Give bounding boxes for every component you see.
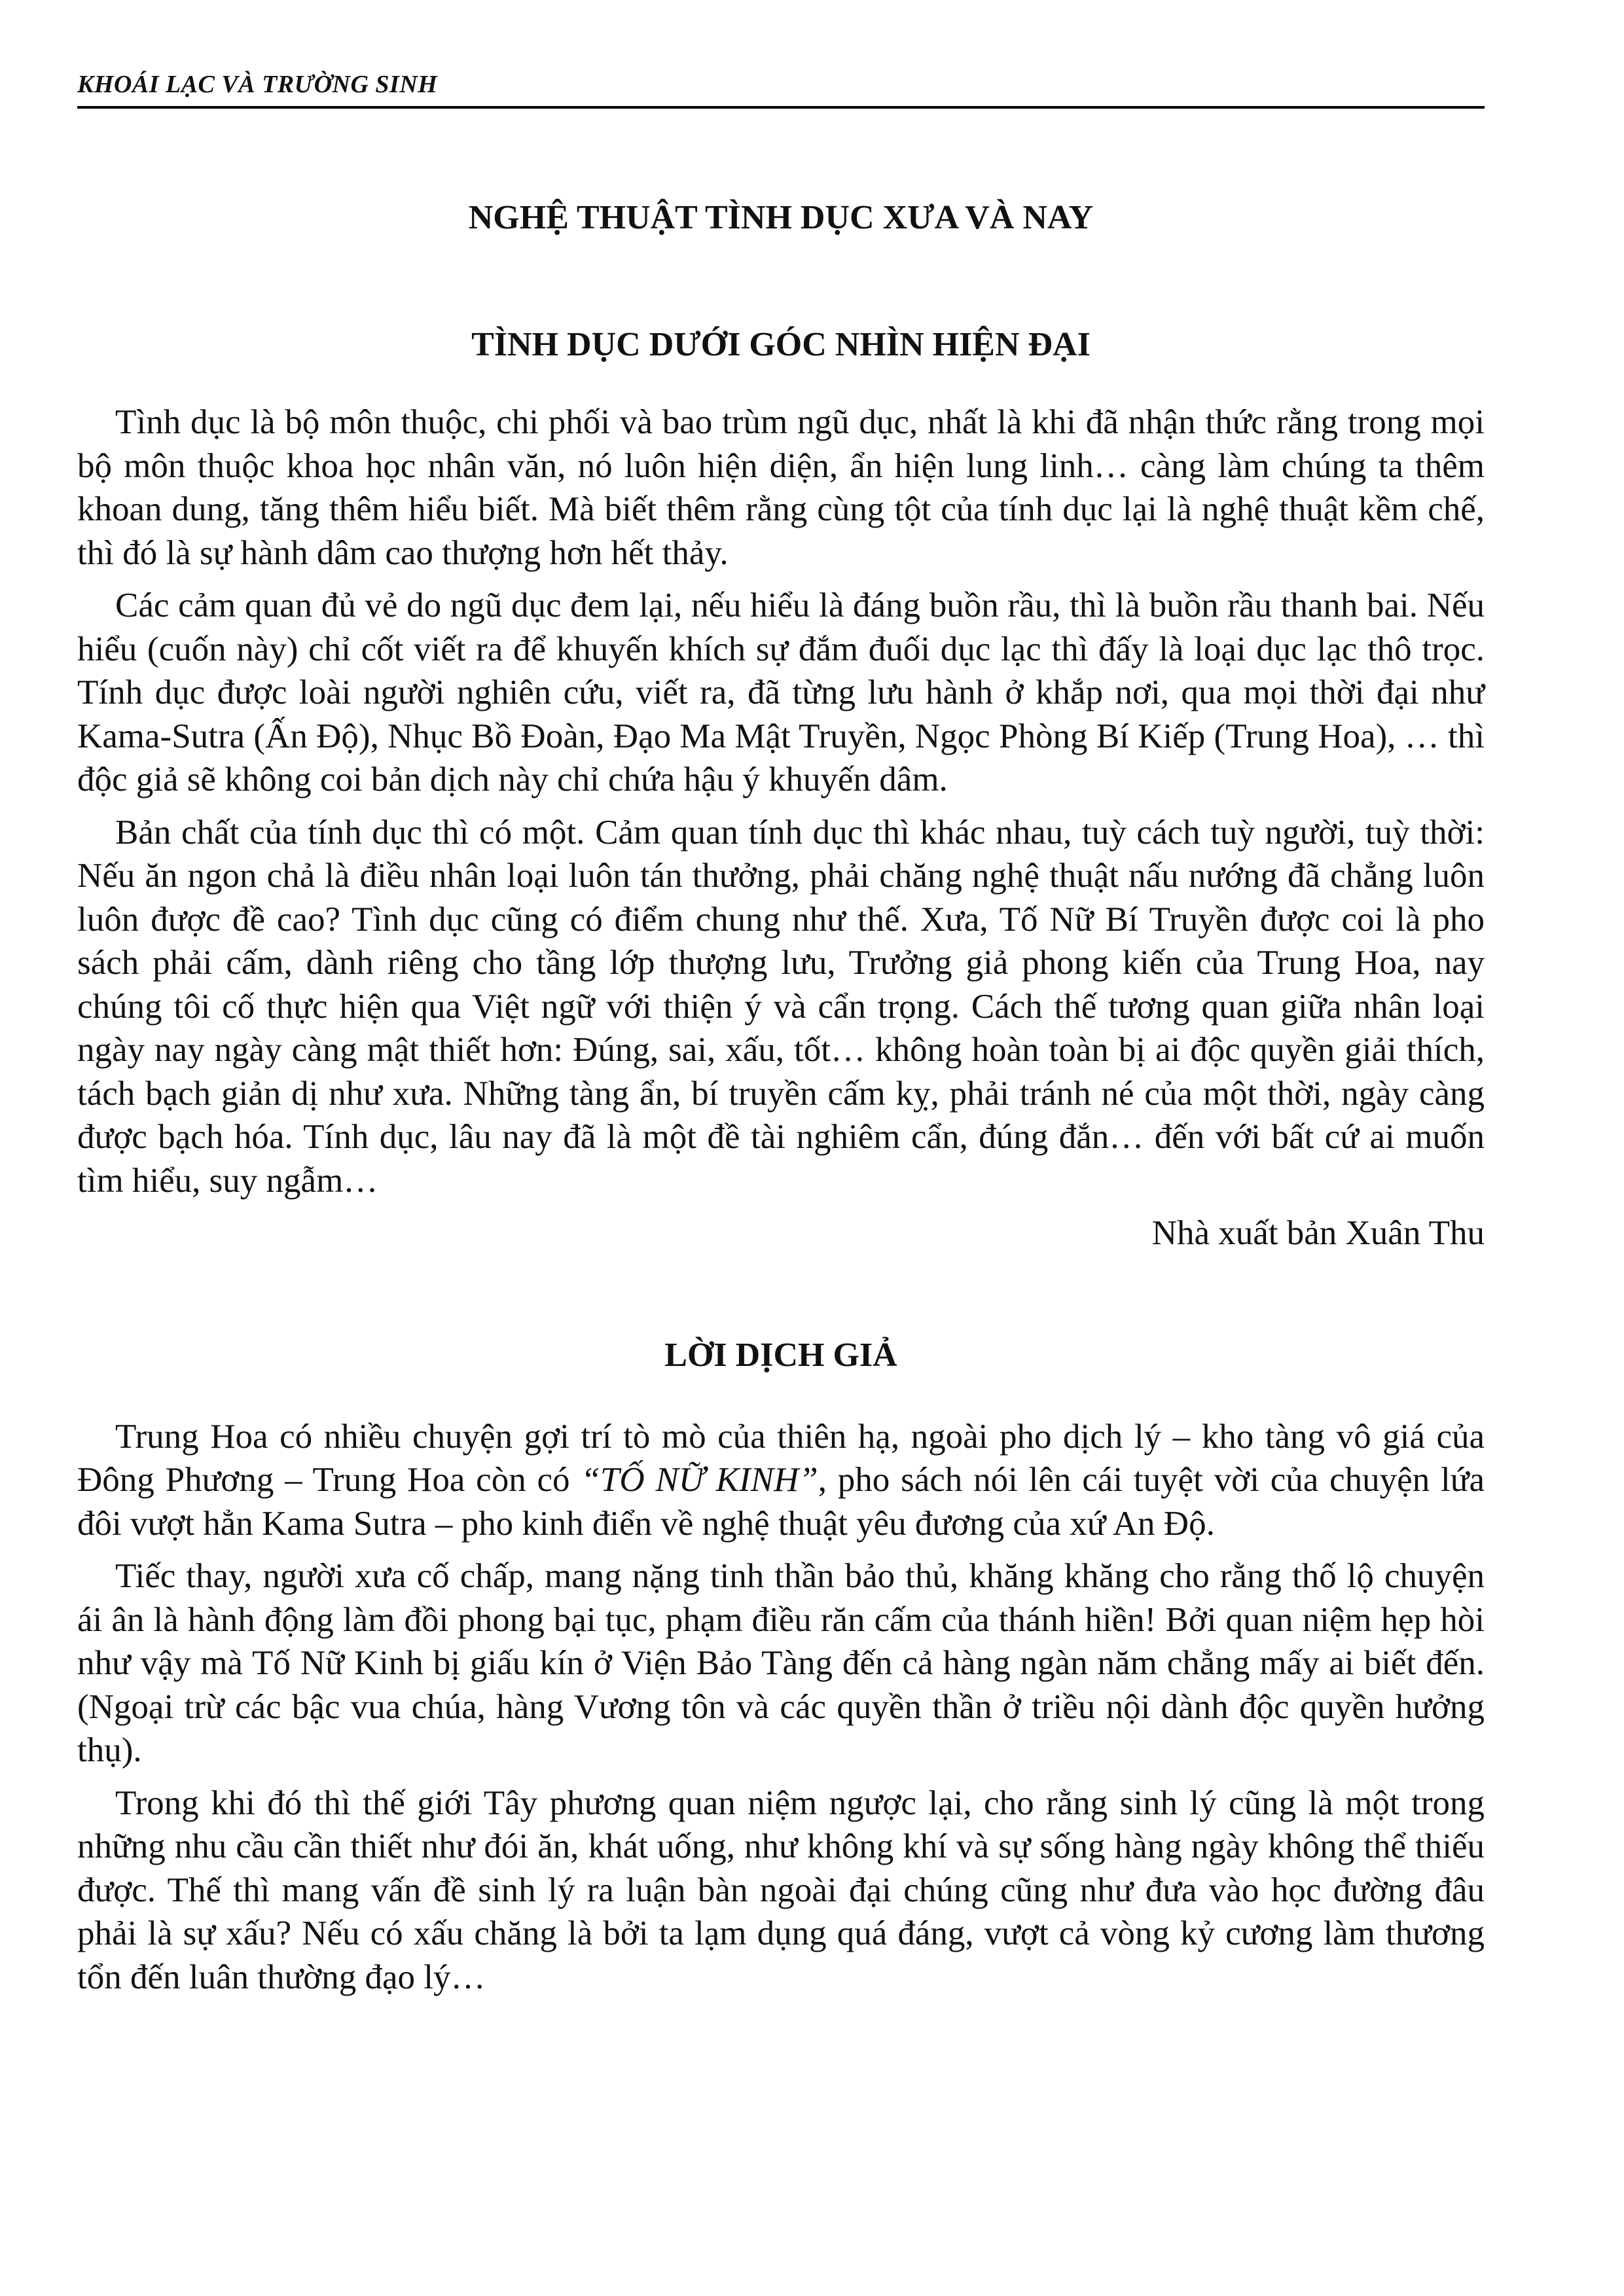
paragraph: Trong khi đó thì thế giới Tây phương quan niệm ngược lại, cho rằng sinh lý cũng là một trong những nhu cầu cần thiết như đói ăn, khát uống, như không khí và sự sống hàng ngày không thể thiếu được. Thế thì mang vấn đề sinh lý ra luận bàn ngoài đại chúng cũng như đưa vào học đường đâu phải là sự xấu? Nếu có xấu chăng là bởi ta lạm dụng quá đáng, vượt cả vòng kỷ cương làm thương tổn đến luân thường đạo lý…	[77, 1784, 1485, 1996]
paragraph: Bản chất của tính dục thì có một. Cảm quan tính dục thì khác nhau, tuỳ cách tuỳ người, tuỳ thời: Nếu ăn ngon chả là điều nhân loại luôn tán thưởng, phải chăng nghệ thuật nấu nướng đã chẳng luôn luôn được đề cao? Tình dục cũng có điểm chung như thế. Xưa, Tố Nữ Bí Truyền được coi là pho sách phải cấm, dành riêng cho tầng lớp thượng lưu, Trưởng giả phong kiến của Trung Hoa, nay chúng tôi cố thực hiện qua Việt ngữ với thiện ý và cẩn trọng. Cách thế tương quan giữa nhân loại ngày nay ngày càng mật thiết hơn: Đúng, sai, xấu, tốt… không hoàn toàn bị ai độc quyền giải thích, tách bạch giản dị như xưa. Những tàng ẩn, bí truyền cấm kỵ, phải tránh né của một thời, ngày càng được bạch hóa. Tính dục, lâu nay đã là một đề tài nghiêm cẩn, đúng đắn… đến với bất cứ ai muốn tìm hiểu, suy ngẫm…	[77, 813, 1485, 1200]
paragraph-text: Trung Hoa có nhiều chuyện gợi trí tò mò của thiên hạ, ngoài pho dịch lý – kho tàng vô giá của Đông Phương – Trung Hoa còn có	[77, 1417, 1485, 1499]
running-title: KHOÁI LẠC VÀ TRƯỜNG SINH	[77, 71, 438, 98]
paragraph: Các cảm quan đủ vẻ do ngũ dục đem lại, nếu hiểu là đáng buồn rầu, thì là buồn rầu thanh bai. Nếu hiểu (cuốn này) chỉ cốt viết ra để khuyến khích sự đắm đuối dục lạc thì đấy là loại dục lạc thô trọc. Tính dục được loài người nghiên cứu, viết ra, đã từng lưu hành ở khắp nơi, qua mọi thời đại như Kama-Sutra (Ấn Độ), Nhục Bồ Đoàn, Đạo Ma Mật Truyền, Ngọc Phòng Bí Kiếp (Trung Hoa), … thì độc giả sẽ không coi bản dịch này chỉ chứa hậu ý khuyến dâm.	[77, 586, 1485, 798]
running-header	[77, 68, 1485, 109]
book-title: “TỐ NỮ KINH”	[581, 1461, 818, 1499]
section-subtitle: TÌNH DỤC DƯỚI GÓC NHÌN HIỆN ĐẠI	[471, 326, 1091, 363]
paragraph: Tình dục là bộ môn thuộc, chi phối và bao trùm ngũ dục, nhất là khi đã nhận thức rằng trong mọi bộ môn thuộc khoa học nhân văn, nó luôn hiện diện, ẩn hiện lung linh… càng làm chúng ta thêm khoan dung, tăng thêm hiểu biết. Mà biết thêm rằng cùng tột của tính dục lại là nghệ thuật kềm chế, thì đó là sự hành dâm cao thượng hơn hết thảy.	[77, 403, 1485, 572]
section-title: NGHỆ THUẬT TÌNH DỤC XƯA VÀ NAY	[468, 199, 1094, 236]
paragraph	[77, 1415, 1485, 1546]
translator-note-title: LỜI DỊCH GIẢ	[664, 1336, 897, 1374]
paragraph-text: , pho sách nói lên cái tuyệt vời của chuyện lứa đôi vượt hẳn Kama Sutra – pho kinh điển về nghệ thuật yêu đương của xứ An Độ.	[77, 1461, 1485, 1543]
page-content	[77, 196, 1485, 2008]
publisher-signature: Nhà xuất bản Xuân Thu	[1151, 1214, 1485, 1252]
paragraph: Tiếc thay, người xưa cố chấp, mang nặng tinh thần bảo thủ, khăng khăng cho rằng thố lộ chuyện ái ân là hành động làm đồi phong bại tục, phạm điều răn cấm của thánh hiền! Bởi quan niệm hẹp hòi như vậy mà Tố Nữ Kinh bị giấu kín ở Viện Bảo Tàng đến cả hàng ngàn năm chẳng mấy ai biết đến. (Ngoại trừ các bậc vua chúa, hàng Vương tôn và các quyền thần ở triều nội dành độc quyền hưởng thụ).	[77, 1557, 1485, 1769]
